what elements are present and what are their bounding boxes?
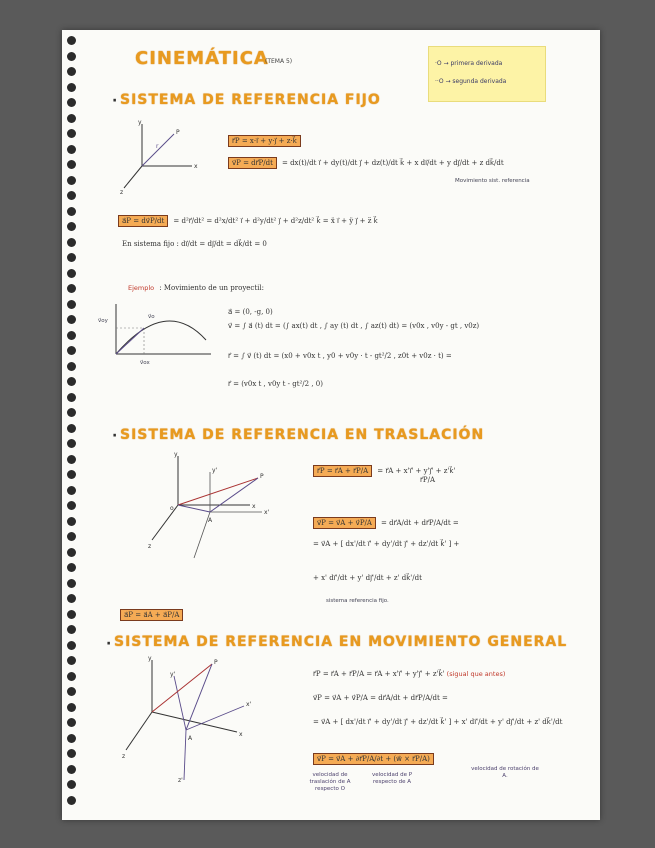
svg-text:y': y' <box>212 467 218 474</box>
axis-vo: v⃗o <box>148 314 155 320</box>
section-title-fixed: SISTEMA DE REFERENCIA FIJO <box>120 92 381 108</box>
binding-hole <box>67 269 76 278</box>
eq-acceleration-translation <box>120 602 183 621</box>
binding-hole <box>67 315 76 324</box>
binding-hole <box>67 393 76 402</box>
eq-position-box: r⃗P = x·i⃗ + y·j⃗ + z·k⃗ <box>228 135 301 147</box>
eq-velocity-translation-box: v⃗P = v⃗A + v⃗P/A <box>313 517 376 529</box>
binding-hole <box>67 98 76 107</box>
eq-acceleration-box: a⃗P = dv⃗P/dt <box>118 215 168 227</box>
binding-hole <box>67 532 76 541</box>
eq-position-translation-under: r⃗P/A <box>420 476 436 484</box>
eq-position-translation-box: r⃗P = r⃗A + r⃗P/A <box>313 465 372 477</box>
binding-hole <box>67 796 76 805</box>
binding-hole <box>67 687 76 696</box>
note-rotation-velocity: velocidad de rotación de A. <box>471 766 539 779</box>
section-title-translation: SISTEMA DE REFERENCIA EN TRASLACIÓN <box>120 427 485 443</box>
svg-text:y': y' <box>170 671 176 678</box>
binding-hole <box>67 734 76 743</box>
binding-hole <box>67 331 76 340</box>
axis-vox: v⃗ox <box>140 360 150 366</box>
svg-text:y: y <box>148 655 152 662</box>
binding-hole <box>67 641 76 650</box>
binding-hole <box>67 83 76 92</box>
svg-text:x: x <box>194 163 198 170</box>
binding-hole <box>67 424 76 433</box>
bullet: · <box>112 93 118 109</box>
svg-text:x: x <box>252 503 256 510</box>
eq-velocity-rest: = dx(t)/dt i⃗ + dy(t)/dt j⃗ + dz(t)/dt k⃗ + x di⃗/dt + y dj⃗/dt + z dk⃗/dt <box>281 159 504 167</box>
eq-velocity-translation-line3: + x' di⃗'/dt + y' dj⃗'/dt + z' dk⃗'/dt <box>313 574 422 582</box>
binding-hole <box>67 408 76 417</box>
binding-hole <box>67 160 76 169</box>
eq-velocity-box: v⃗P = dr⃗P/dt <box>228 157 277 169</box>
example-heading <box>128 275 264 294</box>
eq-position-fixed <box>228 128 301 147</box>
binding-hole <box>67 672 76 681</box>
sticky-line-2: ··O → segunda derivada <box>435 78 507 85</box>
binding-hole <box>67 455 76 464</box>
eq-acceleration-rest: = d²r⃗/dt² = d²x/dt² i⃗ + d²y/dt² j⃗ + d²z/dt² k⃗ = ẍ i⃗ + ÿ j⃗ + z̈ k⃗ <box>173 217 378 225</box>
binding-hole <box>67 362 76 371</box>
eq-velocity-general-final <box>313 746 434 765</box>
binding-hole <box>67 129 76 138</box>
sticky-note <box>428 46 546 102</box>
binding-hole <box>67 579 76 588</box>
binding-hole <box>67 52 76 61</box>
ex-velocity: v⃗ = ∫ a⃗ (t) dt = (∫ ax(t) dt , ∫ ay (t) dt , ∫ az(t) dt) = (v0x , v0y - gt , v0z) <box>228 322 480 330</box>
ex-position: r⃗ = ∫ v⃗ (t) dt = (x0 + v0x t , y0 + v0y · t - gt²/2 , z0t + v0z · t) = <box>228 352 452 360</box>
binding-hole <box>67 563 76 572</box>
binding-hole <box>67 67 76 76</box>
binding-hole <box>67 377 76 386</box>
section-title-general: SISTEMA DE REFERENCIA EN MOVIMIENTO GENERAL <box>114 634 568 650</box>
binding-hole <box>67 284 76 293</box>
svg-text:y: y <box>174 451 178 458</box>
binding-hole <box>67 114 76 123</box>
binding-hole <box>67 300 76 309</box>
binding-hole <box>67 486 76 495</box>
binding-hole <box>67 36 76 45</box>
eq-velocity-fixed <box>228 150 504 169</box>
topic-tag: (TEMA 5) <box>265 58 293 65</box>
eq-velocity-translation-line2: = v⃗A + [ dx'/dt i⃗' + dy'/dt j⃗' + dz'/dt k⃗' ] + <box>313 540 460 548</box>
eq-position-general-note: (sigual que antes) <box>446 670 506 678</box>
note-translation-velocity: velocidad de traslación de A respecto O <box>309 772 351 792</box>
binding-hole <box>67 439 76 448</box>
spiral-binding <box>66 36 78 816</box>
eq-velocity-translation <box>313 510 459 529</box>
binding-hole <box>67 238 76 247</box>
binding-hole <box>67 703 76 712</box>
projectile-diagram <box>96 300 216 372</box>
general-frame-diagram <box>112 654 252 784</box>
binding-hole <box>67 346 76 355</box>
svg-text:y: y <box>138 119 142 126</box>
svg-text:z': z' <box>178 777 183 784</box>
eq-velocity-general-line2: = v⃗A + [ dx'/dt i⃗' + dy'/dt j⃗' + dz'/dt k⃗' ] + x' di⃗'/dt + y' dj⃗'/dt + z' dk⃗'/dt <box>313 718 563 726</box>
eq-velocity-translation-note: sistema referencia fijo. <box>326 598 389 604</box>
binding-hole <box>67 222 76 231</box>
binding-hole <box>67 718 76 727</box>
svg-text:z: z <box>148 543 152 550</box>
eq-velocity-note: Movimiento sist. referencia <box>455 178 530 184</box>
eq-velocity-general: v⃗P = v⃗A + v⃗P/A = dr⃗A/dt + dr⃗P/A/dt = <box>313 694 448 702</box>
binding-hole <box>67 765 76 774</box>
binding-hole <box>67 191 76 200</box>
svg-text:x: x <box>239 731 243 738</box>
svg-text:z: z <box>122 753 126 760</box>
binding-hole <box>67 253 76 262</box>
svg-text:P: P <box>176 129 180 136</box>
binding-hole <box>67 625 76 634</box>
ex-acceleration: a⃗ = (0, -g, 0) <box>228 308 273 316</box>
eq-acceleration-translation-box: a⃗P = a⃗A + a⃗P/A <box>120 609 183 621</box>
eq-velocity-translation-rest: = dr⃗A/dt + dr⃗P/A/dt = <box>381 519 459 527</box>
binding-hole <box>67 594 76 603</box>
binding-hole <box>67 517 76 526</box>
eq-position-general-text: r⃗P = r⃗A + r⃗P/A = r⃗A + x'i⃗' + y'j⃗' + z'k⃗' <box>313 670 445 678</box>
binding-hole <box>67 176 76 185</box>
binding-hole <box>67 548 76 557</box>
bullet: · <box>112 428 118 444</box>
binding-hole <box>67 470 76 479</box>
example-text: : Movimiento de un proyectil: <box>159 284 264 292</box>
translation-frame-diagram <box>140 450 280 570</box>
svg-text:x': x' <box>246 701 252 708</box>
eq-position-translation-rest: = r⃗A + x'i⃗' + y'j⃗' + z'k⃗' <box>377 467 456 475</box>
sticky-line-1: ·O → primera derivada <box>435 60 503 67</box>
page-title: CINEMÁTICA <box>135 48 269 69</box>
binding-hole <box>67 145 76 154</box>
eq-position-translation <box>313 458 455 477</box>
eq-acceleration-fixed <box>118 208 378 227</box>
svg-text:z: z <box>120 189 124 196</box>
binding-hole <box>67 501 76 510</box>
svg-text:r: r <box>156 143 159 150</box>
binding-hole <box>67 207 76 216</box>
binding-hole <box>67 610 76 619</box>
svg-text:x': x' <box>264 509 270 516</box>
svg-text:A: A <box>188 735 193 742</box>
ex-position-result: r⃗ = (v0x t , v0y t - gt²/2 , 0) <box>228 380 323 388</box>
svg-text:P: P <box>260 473 264 480</box>
example-label: Ejemplo <box>128 284 155 292</box>
eq-fixed-derivatives: En sistema fijo : di⃗/dt = dj⃗/dt = dk⃗/dt = 0 <box>122 240 267 248</box>
eq-position-general <box>313 670 505 678</box>
svg-text:P: P <box>214 659 218 666</box>
note-relative-velocity: velocidad de P respecto de A <box>371 772 413 785</box>
binding-hole <box>67 656 76 665</box>
binding-hole <box>67 780 76 789</box>
bullet: · <box>106 636 112 652</box>
svg-text:A: A <box>208 517 213 524</box>
axis-voy: v⃗oy <box>98 318 108 324</box>
svg-text:o: o <box>170 505 174 512</box>
binding-hole <box>67 749 76 758</box>
fixed-frame-diagram <box>112 118 202 196</box>
eq-velocity-general-final-box: v⃗P = v⃗A + ∂r⃗P/A/∂t + (w⃗ × r⃗P/A) <box>313 753 434 765</box>
